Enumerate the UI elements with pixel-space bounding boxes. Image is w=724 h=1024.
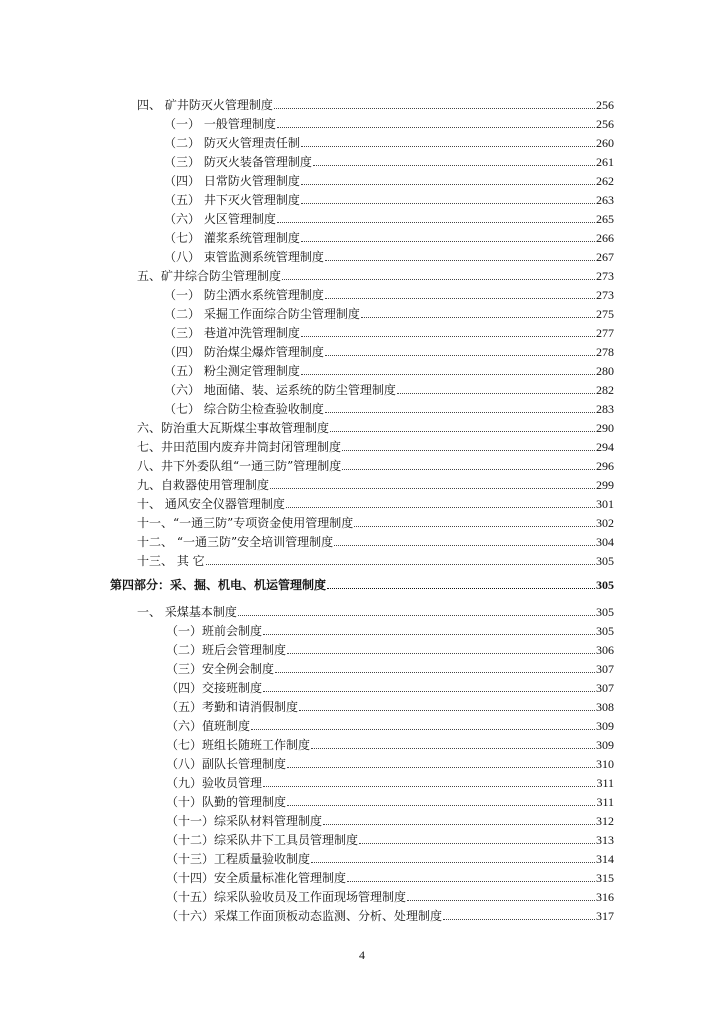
toc-entry-label: 十、 通风安全仪器管理制度 <box>137 497 285 511</box>
leader-dots <box>238 615 595 616</box>
toc-entry-page: 282 <box>596 383 614 397</box>
leader-dots <box>359 843 595 844</box>
toc-entry-label: （十五）综采队验收员及工作面现场管理制度 <box>166 890 407 904</box>
leader-dots <box>301 146 595 147</box>
toc-entry-page: 273 <box>596 288 614 302</box>
toc-entry[interactable] <box>137 96 614 112</box>
toc-entry-page: 313 <box>596 833 614 847</box>
toc-entry-page: 305 <box>596 578 614 592</box>
toc-entry-label: （十）队勤的管理制度 <box>166 795 287 809</box>
toc-entry-label: 六、防治重大瓦斯煤尘事故管理制度 <box>137 421 330 435</box>
toc-entry[interactable] <box>166 755 614 771</box>
toc-entry-label: 五、矿井综合防尘管理制度 <box>137 269 282 283</box>
toc-entry[interactable] <box>164 362 614 378</box>
toc-entry[interactable] <box>164 153 614 169</box>
leader-dots <box>301 184 595 185</box>
leader-dots <box>287 805 595 806</box>
toc-entry-label: （三） 巷道冲洗管理制度 <box>164 326 300 340</box>
toc-entry-label: 一、 采煤基本制度 <box>137 605 237 619</box>
leader-dots <box>323 824 595 825</box>
toc-entry-label: （六） 地面储、装、运系统的防尘管理制度 <box>164 383 396 397</box>
toc-entry-page: 317 <box>596 909 614 923</box>
toc-entry-page: 314 <box>596 852 614 866</box>
toc-entry[interactable] <box>164 381 614 397</box>
toc-part-heading[interactable] <box>110 576 614 592</box>
toc-entry[interactable] <box>166 679 614 695</box>
toc-entry-page: 278 <box>596 345 614 359</box>
toc-entry-label: （二） 防灭火管理责任制 <box>164 136 300 150</box>
toc-entry-label: （十一）综采队材料管理制度 <box>166 814 323 828</box>
leader-dots <box>354 526 595 527</box>
toc-entry[interactable] <box>137 438 614 454</box>
toc-entry[interactable] <box>137 457 614 473</box>
toc-entry-label: （三）安全例会制度 <box>166 662 275 676</box>
toc-entry[interactable] <box>164 172 614 188</box>
toc-entry-page: 302 <box>596 516 614 530</box>
toc-entry[interactable] <box>166 698 614 714</box>
leader-dots <box>311 862 595 863</box>
toc-entry-page: 307 <box>596 681 614 695</box>
leader-dots <box>274 108 595 109</box>
toc-entry-page: 311 <box>596 776 614 790</box>
toc-entry-label: （八）副队长管理制度 <box>166 757 287 771</box>
leader-dots <box>301 374 595 375</box>
leader-dots <box>282 279 595 280</box>
toc-entry[interactable] <box>166 793 614 809</box>
toc-entry[interactable] <box>164 305 614 321</box>
leader-dots <box>287 767 595 768</box>
toc-entry[interactable] <box>137 533 614 549</box>
toc-entry-label: （七） 灌浆系统管理制度 <box>164 231 300 245</box>
toc-entry-label: （六） 火区管理制度 <box>164 212 276 226</box>
toc-entry-label: （五） 井下灭火管理制度 <box>164 193 300 207</box>
toc-entry[interactable] <box>137 514 614 530</box>
toc-entry-label: （一） 防尘洒水系统管理制度 <box>164 288 324 302</box>
toc-entry[interactable] <box>164 343 614 359</box>
leader-dots <box>311 748 595 749</box>
toc-entry[interactable] <box>164 400 614 416</box>
leader-dots <box>342 469 595 470</box>
toc-entry[interactable] <box>166 812 614 828</box>
toc-entry[interactable] <box>166 831 614 847</box>
toc-entry-label: （七） 综合防尘检查验收制度 <box>164 402 324 416</box>
toc-entry-page: 316 <box>596 890 614 904</box>
toc-entry-label: 十三、 其 它 <box>137 554 205 568</box>
toc-entry-page: 290 <box>596 421 614 435</box>
toc-entry-page: 261 <box>596 155 614 169</box>
toc-entry-page: 263 <box>596 193 614 207</box>
toc-entry-label: （六）值班制度 <box>166 719 251 733</box>
leader-dots <box>397 393 595 394</box>
toc-entry-page: 305 <box>596 605 614 619</box>
toc-entry[interactable] <box>164 134 614 150</box>
toc-entry-page: 280 <box>596 364 614 378</box>
toc-entry[interactable] <box>164 115 614 131</box>
toc-entry[interactable] <box>137 267 614 283</box>
toc-entry-label: 十二、 “一通三防”安全培训管理制度 <box>137 535 334 549</box>
leader-dots <box>325 298 595 299</box>
toc-entry-page: 256 <box>596 117 614 131</box>
toc-entry-page: 307 <box>596 662 614 676</box>
toc-entry-label: （二） 采掘工作面综合防尘管理制度 <box>164 307 360 321</box>
leader-dots <box>275 672 595 673</box>
leader-dots <box>263 786 595 787</box>
toc-entry[interactable] <box>137 495 614 511</box>
toc-entry-page: 305 <box>596 554 614 568</box>
toc-entry[interactable] <box>164 324 614 340</box>
toc-entry-label: （二）班后会管理制度 <box>166 643 287 657</box>
toc-entry[interactable] <box>166 660 614 676</box>
leader-dots <box>286 507 595 508</box>
toc-entry-page: 308 <box>596 700 614 714</box>
leader-dots <box>334 545 595 546</box>
page-number: 4 <box>359 948 365 962</box>
toc-entry-page: 256 <box>596 98 614 112</box>
toc-entry-page: 275 <box>596 307 614 321</box>
leader-dots <box>270 488 595 489</box>
toc-entry[interactable] <box>164 248 614 264</box>
toc-entry-page: 265 <box>596 212 614 226</box>
leader-dots <box>251 729 595 730</box>
toc-entry-page: 267 <box>596 250 614 264</box>
toc-entry-label: 四、 矿井防灭火管理制度 <box>137 98 273 112</box>
toc-entry-label: （十三）工程质量验收制度 <box>166 852 311 866</box>
toc-entry-label: （八） 束管监测系统管理制度 <box>164 250 324 264</box>
toc-entry-page: 283 <box>596 402 614 416</box>
toc-entry[interactable] <box>164 286 614 302</box>
toc-entry-label: 七、井田范围内废弃井筒封闭管理制度 <box>137 440 342 454</box>
toc-entry-label: 第四部分：采、掘、机电、机运管理制度 <box>110 578 327 592</box>
toc-entry-page: 277 <box>596 326 614 340</box>
toc-entry-label: （一） 一般管理制度 <box>164 117 276 131</box>
toc-entry-label: （四） 日常防火管理制度 <box>164 174 300 188</box>
leader-dots <box>443 919 595 920</box>
toc-entry[interactable] <box>164 191 614 207</box>
toc-entry[interactable] <box>166 774 614 790</box>
toc-entry-label: （五） 粉尘测定管理制度 <box>164 364 300 378</box>
leader-dots <box>277 127 595 128</box>
toc-entry-page: 294 <box>596 440 614 454</box>
leader-dots <box>407 900 595 901</box>
toc-entry-label: （九）验收员管理 <box>166 776 263 790</box>
toc-entry-page: 304 <box>596 535 614 549</box>
leader-dots <box>263 691 595 692</box>
toc-entry-label: （四）交接班制度 <box>166 681 263 695</box>
toc-entry[interactable] <box>166 717 614 733</box>
toc-entry-label: 九、自救器使用管理制度 <box>137 478 270 492</box>
toc-entry[interactable] <box>166 869 614 885</box>
leader-dots <box>347 881 595 882</box>
toc-entry-page: 309 <box>596 719 614 733</box>
toc-entry-page: 260 <box>596 136 614 150</box>
toc-entry-page: 301 <box>596 497 614 511</box>
toc-entry-page: 315 <box>596 871 614 885</box>
toc-entry-page: 306 <box>596 643 614 657</box>
toc-entry-page: 309 <box>596 738 614 752</box>
toc-entry[interactable] <box>166 850 614 866</box>
toc-entry-page: 312 <box>596 814 614 828</box>
leader-dots <box>327 588 595 589</box>
leader-dots <box>313 165 595 166</box>
leader-dots <box>325 355 595 356</box>
toc-entry[interactable] <box>164 229 614 245</box>
leader-dots <box>277 222 595 223</box>
leader-dots <box>301 241 595 242</box>
toc-entry[interactable] <box>137 603 614 619</box>
toc-entry-label: （十二）综采队井下工具员管理制度 <box>166 833 359 847</box>
leader-dots <box>330 431 595 432</box>
toc-entry[interactable] <box>166 888 614 904</box>
toc-entry-page: 299 <box>596 478 614 492</box>
toc-entry-label: （十六）采煤工作面顶板动态监测、分析、处理制度 <box>166 909 443 923</box>
leader-dots <box>287 653 595 654</box>
toc-entry-label: （十四）安全质量标准化管理制度 <box>166 871 347 885</box>
toc-entry-page: 296 <box>596 459 614 473</box>
leader-dots <box>301 203 595 204</box>
toc-entry-page: 273 <box>596 269 614 283</box>
toc-entry[interactable] <box>166 641 614 657</box>
toc-entry-page: 311 <box>596 795 614 809</box>
leader-dots <box>325 412 595 413</box>
toc-entry-label: （五）考勤和请消假制度 <box>166 700 299 714</box>
leader-dots <box>342 450 595 451</box>
toc-entry-page: 305 <box>596 624 614 638</box>
toc-entry[interactable] <box>166 736 614 752</box>
toc-entry-page: 310 <box>596 757 614 771</box>
toc-entry-label: （四） 防治煤尘爆炸管理制度 <box>164 345 324 359</box>
leader-dots <box>299 710 595 711</box>
toc-entry[interactable] <box>137 476 614 492</box>
leader-dots <box>263 634 595 635</box>
toc-entry[interactable] <box>166 622 614 638</box>
toc-entry[interactable] <box>137 552 614 568</box>
leader-dots <box>325 260 595 261</box>
toc-entry-label: （一）班前会制度 <box>166 624 263 638</box>
toc-entry[interactable] <box>137 419 614 435</box>
toc-entry-label: 十一、“一通三防”专项资金使用管理制度 <box>137 516 354 530</box>
toc-entry[interactable] <box>164 210 614 226</box>
toc-entry-page: 262 <box>596 174 614 188</box>
toc-entry[interactable] <box>166 907 614 923</box>
toc-entry-label: 八、井下外委队组“一通三防”管理制度 <box>137 459 342 473</box>
leader-dots <box>206 564 595 565</box>
leader-dots <box>361 317 595 318</box>
toc-entry-label: （三） 防灭火装备管理制度 <box>164 155 312 169</box>
leader-dots <box>301 336 595 337</box>
toc-entry-label: （七）班组长随班工作制度 <box>166 738 311 752</box>
toc-entry-page: 266 <box>596 231 614 245</box>
